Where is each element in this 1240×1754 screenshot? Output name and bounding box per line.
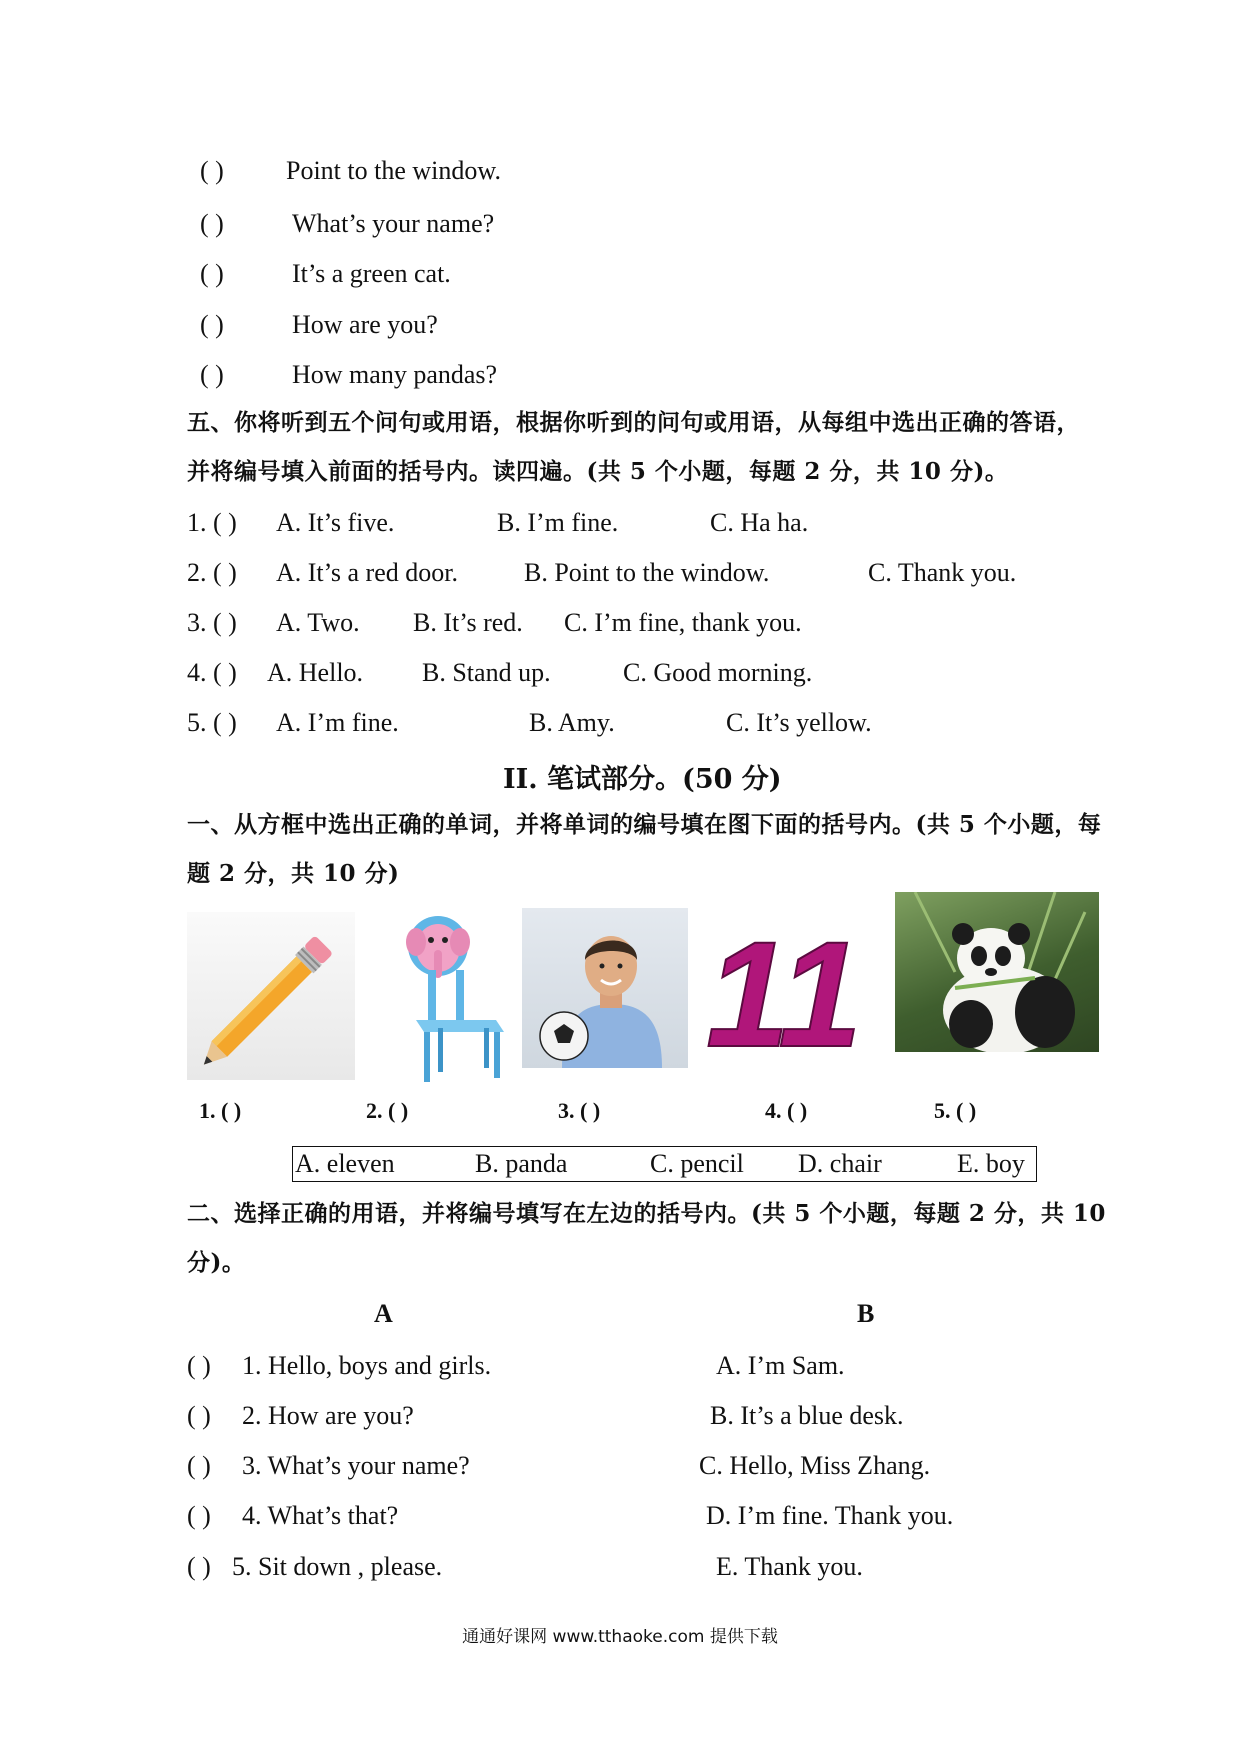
option-c: C. Ha ha. [710, 508, 809, 537]
option-c: C. It’s yellow. [726, 708, 872, 737]
answer-paren: ( ) [200, 259, 224, 288]
match-left-item [187, 1399, 414, 1433]
top-item [200, 257, 451, 291]
match-right-item: A. I’m Sam. [716, 1351, 845, 1380]
section5-instruction-line2: 并将编号填入前面的括号内。读四遍。(共 5 个小题，每题 2 分，共 10 分)。 [187, 458, 1009, 485]
answer-paren: ( ) [200, 310, 224, 339]
number-image [696, 924, 872, 1062]
match-right-item: C. Hello, Miss Zhang. [699, 1451, 931, 1480]
item-text: 2. How are you? [242, 1401, 414, 1430]
written2-instruction-line1: 二、选择正确的用语，并将编号填写在左边的括号内。(共 5 个小题，每题 2 分，共 10 [187, 1200, 1106, 1227]
option-b: B. Amy. [529, 708, 615, 737]
top-item [200, 358, 497, 392]
question-number: 1. ( ) [187, 508, 237, 537]
answer-paren: ( ) [187, 1552, 211, 1581]
item-text: Point to the window. [286, 156, 501, 185]
chair-icon [398, 912, 510, 1084]
option-c: C. I’m fine, thank you. [564, 608, 802, 637]
question-number: 3. ( ) [187, 608, 237, 637]
item-text: 3. What’s your name? [242, 1451, 470, 1480]
match-right-item: B. It’s a blue desk. [710, 1401, 904, 1430]
answer-paren: ( ) [187, 1401, 211, 1430]
answer-paren: ( ) [187, 1501, 211, 1530]
match-left-item [187, 1499, 398, 1533]
pencil-icon [187, 912, 355, 1080]
panda-image [895, 892, 1099, 1052]
match-right-item: D. I’m fine. Thank you. [706, 1501, 954, 1530]
chair-image [398, 912, 510, 1084]
section5-instruction-line1: 五、你将听到五个问句或用语，根据你听到的问句或用语，从每组中选出正确的答语， [187, 409, 1080, 436]
top-item [200, 308, 438, 342]
word-choice: E. boy [957, 1149, 1025, 1178]
boy-icon [522, 908, 688, 1068]
item-text: 4. What’s that? [242, 1501, 399, 1530]
answer-paren: ( ) [187, 1351, 211, 1380]
question-number: 4. ( ) [187, 658, 237, 687]
picture-answer-label: 1. ( ) [199, 1098, 242, 1123]
word-choice: D. chair [798, 1149, 882, 1178]
picture-answer-label: 2. ( ) [366, 1098, 409, 1123]
item-text: How many pandas? [292, 360, 498, 389]
written1-instruction-line2: 题 2 分，共 10 分) [187, 860, 400, 887]
item-text: 5. Sit down , please. [232, 1552, 443, 1581]
option-c: C. Good morning. [623, 658, 813, 687]
panda-icon [895, 892, 1099, 1052]
option-a: A. I’m fine. [276, 708, 399, 737]
word-choice: B. panda [475, 1149, 568, 1178]
option-b: B. Point to the window. [524, 558, 770, 587]
top-item [200, 207, 494, 241]
page-footer: 通通好课网 www.tthaoke.com 提供下载 [462, 1627, 778, 1647]
option-a: A. Hello. [267, 658, 364, 687]
written2-instruction-line2: 分)。 [187, 1249, 246, 1276]
written1-instruction-line1: 一、从方框中选出正确的单词，并将单词的编号填在图下面的括号内。(共 5 个小题，每 [187, 811, 1102, 838]
boy-image [522, 908, 688, 1068]
word-choice-box [292, 1146, 1037, 1182]
item-text: 1. Hello, boys and girls. [242, 1351, 492, 1380]
option-a: A. It’s five. [276, 508, 395, 537]
question-number: 5. ( ) [187, 708, 237, 737]
eleven-number-icon [696, 924, 872, 1062]
eleven-number-text: 11 [706, 924, 862, 1062]
answer-paren: ( ) [200, 156, 224, 185]
item-text: It’s a green cat. [292, 259, 451, 288]
word-choice: C. pencil [650, 1149, 744, 1178]
question-number: 2. ( ) [187, 558, 237, 587]
picture-answer-label: 4. ( ) [765, 1098, 808, 1123]
match-left-item [187, 1550, 442, 1584]
answer-paren: ( ) [200, 209, 224, 238]
match-left-item [187, 1349, 491, 1383]
pencil-image [187, 912, 355, 1080]
answer-paren: ( ) [187, 1451, 211, 1480]
picture-answer-label: 5. ( ) [934, 1098, 977, 1123]
option-b: B. Stand up. [422, 658, 551, 687]
answer-paren: ( ) [200, 360, 224, 389]
option-b: B. I’m fine. [497, 508, 619, 537]
word-choice: A. eleven [295, 1149, 395, 1178]
part2-title: II. 笔试部分。(50 分) [503, 764, 782, 795]
option-a: A. Two. [276, 608, 360, 637]
column-a-header: A [374, 1299, 393, 1328]
item-text: What’s your name? [292, 209, 495, 238]
option-a: A. It’s a red door. [276, 558, 458, 587]
match-left-item [187, 1449, 470, 1483]
picture-answer-label: 3. ( ) [558, 1098, 601, 1123]
item-text: How are you? [292, 310, 438, 339]
option-c: C. Thank you. [868, 558, 1017, 587]
match-right-item: E. Thank you. [716, 1552, 863, 1581]
option-b: B. It’s red. [413, 608, 523, 637]
top-item [200, 154, 501, 188]
column-b-header: B [857, 1299, 875, 1328]
